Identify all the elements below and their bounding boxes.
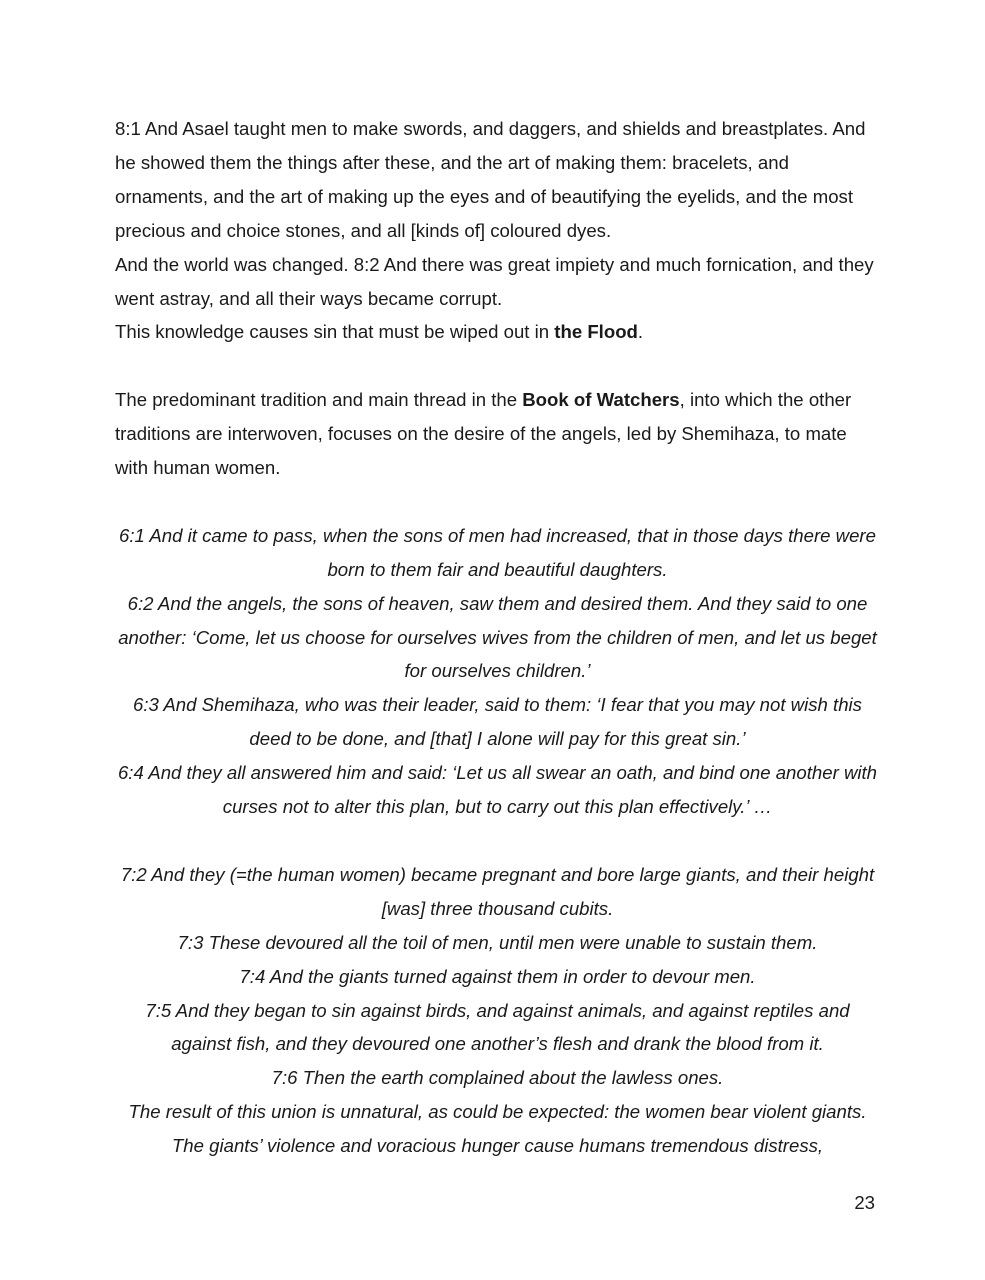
paragraph-predominant-tradition — [115, 383, 880, 485]
quote-7-2: 7:2 And they (=the human women) became pregnant and bore large giants, and their height [was] three thousand cubits. — [120, 863, 875, 919]
spacer — [115, 349, 880, 383]
page-body — [115, 112, 880, 1163]
quote-6-2: 6:2 And the angels, the sons of heaven, saw them and desired them. And they said to one another: ‘Come, let us choose for ourselves wives from the children of men, and let us beget for ourselves children.’ — [118, 592, 877, 682]
text-segment: , into which the other traditions are interwoven, focuses on the desire of the angels, led by Shemihaza, to mate with human women. — [115, 389, 852, 479]
paragraph-knowledge-sin — [115, 315, 880, 349]
spacer — [115, 485, 880, 519]
paragraph-asael: 8:1 And Asael taught men to make swords, and daggers, and shields and breastplates. And he showed them the things after these, and the art of making them: bracelets, and ornaments, and the art of making up the eyes and of beautifying the eyelids, and the most precious and choice stones, and all [kinds of] coloured dyes. — [115, 118, 866, 241]
text-segment: This knowledge causes sin that must be wiped out in — [115, 321, 555, 343]
quote-6-3: 6:3 And Shemihaza, who was their leader, said to them: ‘I fear that you may not wish this deed to be done, and [that] I alone will pay for this great sin.’ — [133, 694, 862, 750]
quote-6-1: 6:1 And it came to pass, when the sons of men had increased, that in those days there were born to them fair and beautiful daughters. — [119, 524, 876, 580]
page-number: 23 — [854, 1192, 875, 1213]
bold-the-flood: the Flood — [554, 321, 638, 343]
text-segment: . — [637, 321, 644, 343]
text-segment: The predominant tradition and main thread in the — [115, 389, 523, 411]
quote-7-3: 7:3 These devoured all the toil of men, until men were unable to sustain them. — [177, 931, 818, 953]
quote-7-4: 7:4 And the giants turned against them in order to devour men. — [239, 965, 756, 987]
quote-7-6: 7:6 Then the earth complained about the lawless ones. — [271, 1067, 724, 1089]
spacer — [115, 824, 880, 858]
quote-6-4: 6:4 And they all answered him and said: ‘Let us all swear an oath, and bind one another with curses not to alter this plan, but to carry out this plan effectively.’ … — [117, 762, 878, 818]
paragraph-world-changed: And the world was changed. 8:2 And there was great impiety and much fornication, and they went astray, and all their ways became corrupt. — [115, 253, 874, 309]
quote-7-5: 7:5 And they began to sin against birds, and against animals, and against reptiles and against fish, and they devoured one another’s flesh and drank the blood from it. — [145, 999, 850, 1055]
quote-result-union: The result of this union is unnatural, as could be expected: the women bear violent giants. The giants’ violence and voracious hunger cause humans tremendous distress, — [128, 1101, 867, 1157]
bold-book-of-watchers: Book of Watchers — [522, 389, 680, 411]
